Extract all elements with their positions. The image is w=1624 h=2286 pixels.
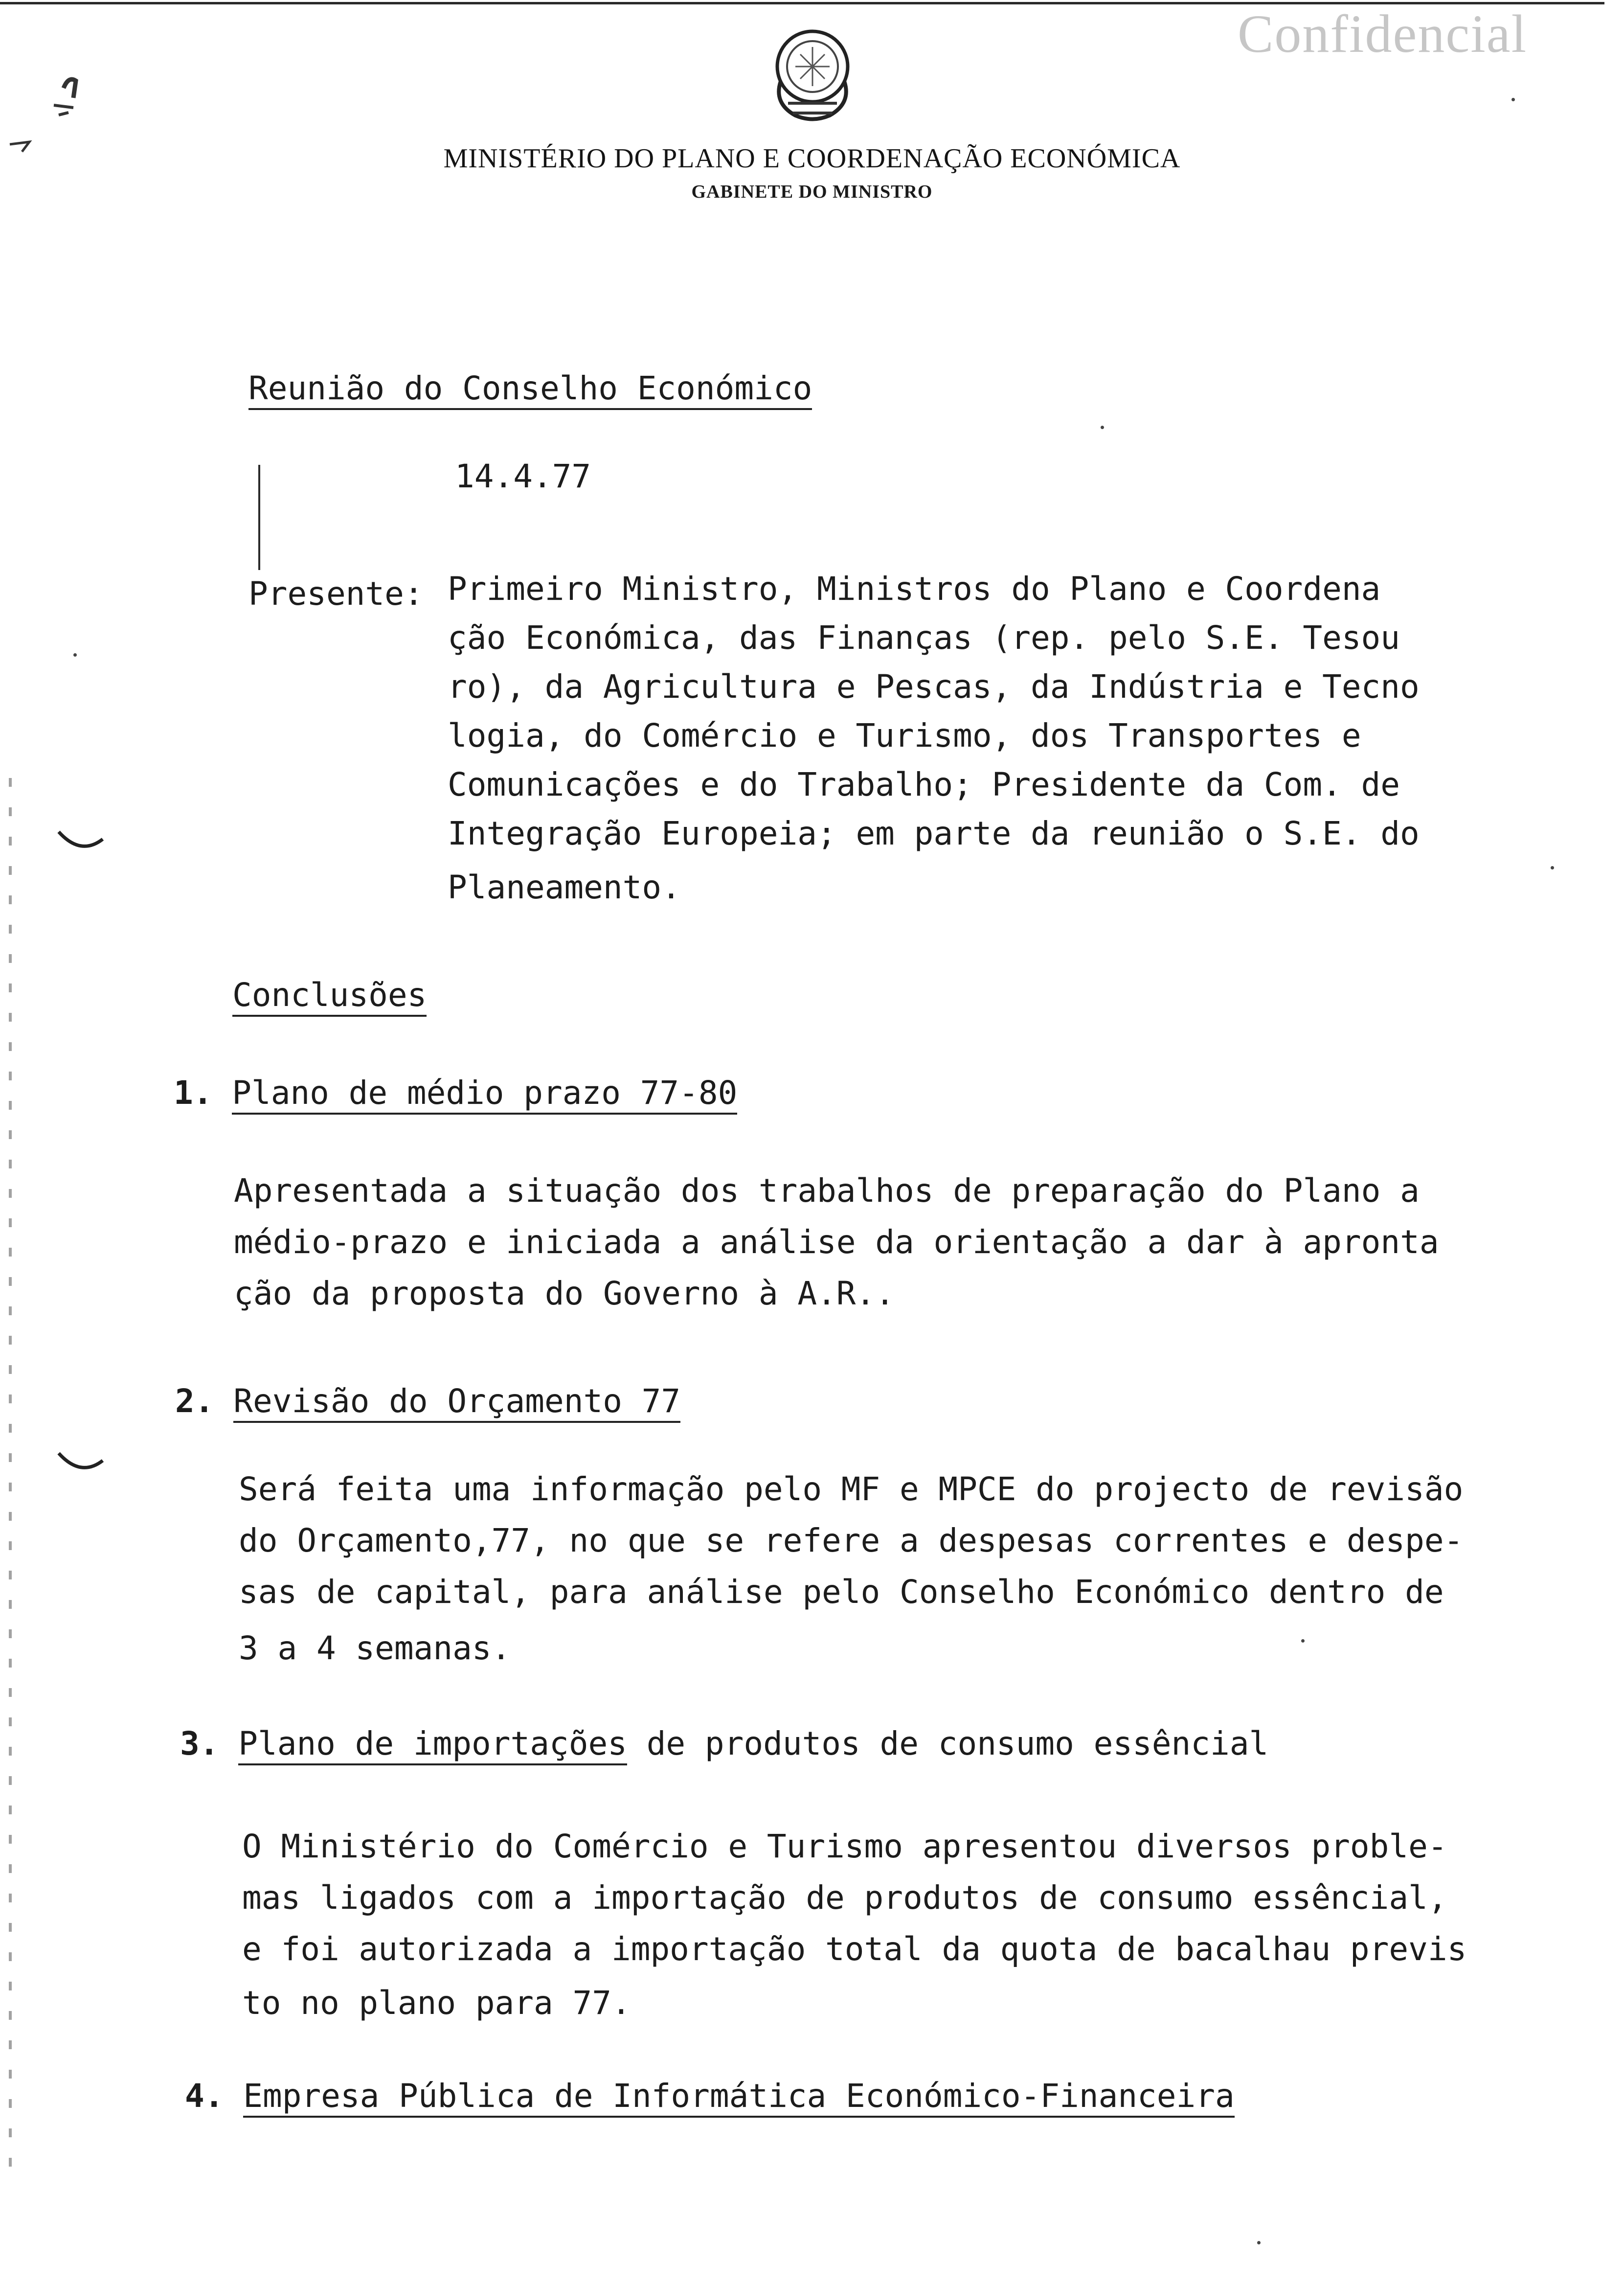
scan-speck bbox=[1551, 866, 1554, 869]
coat-of-arms-emblem bbox=[761, 18, 864, 130]
meeting-title-text: Reunião do Conselho Económico bbox=[248, 369, 812, 410]
conclusions-heading-text: Conclusões bbox=[232, 976, 427, 1017]
cabinet-subheading: GABINETE DO MINISTRO bbox=[691, 182, 933, 202]
item-number: 2. bbox=[175, 1382, 214, 1420]
conclusions-heading bbox=[232, 976, 427, 1014]
scan-speck bbox=[1257, 2241, 1261, 2244]
item-body-line: sas de capital, para análise pelo Conselho Económico dentro de bbox=[239, 1573, 1444, 1611]
ministry-heading: MINISTÉRIO DO PLANO E COORDENAÇÃO ECONÓMICA bbox=[443, 143, 1181, 174]
scan-speck bbox=[73, 653, 77, 657]
present-label: Presente: bbox=[248, 575, 424, 613]
present-line: ção Económica, das Finanças (rep. pelo S.E. Tesou bbox=[448, 619, 1400, 657]
item-body-line: 3 a 4 semanas. bbox=[239, 1629, 511, 1667]
item-body-line: ção da proposta do Governo à A.R.. bbox=[234, 1275, 895, 1312]
item-title-rest: de produtos de consumo essêncial bbox=[627, 1725, 1269, 1762]
present-line: Planeamento. bbox=[448, 869, 681, 906]
item-body-line: mas ligados com a importação de produtos de consumo essêncial, bbox=[242, 1879, 1447, 1917]
margin-scribble-mark bbox=[0, 29, 98, 137]
item-title-underlined: Plano de médio prazo 77-80 bbox=[232, 1074, 737, 1115]
scan-speck bbox=[1101, 426, 1104, 429]
item-body-line: e foi autorizada a importação total da quota de bacalhau previs bbox=[242, 1930, 1467, 1968]
conclusion-item-title bbox=[185, 2077, 1235, 2115]
present-line: Primeiro Ministro, Ministros do Plano e Coordena bbox=[448, 570, 1381, 608]
item-body-line: O Ministério do Comércio e Turismo apresentou diversos proble- bbox=[242, 1828, 1447, 1865]
item-body-line: to no plano para 77. bbox=[242, 1984, 631, 2022]
item-number: 4. bbox=[185, 2077, 224, 2115]
meeting-title bbox=[248, 369, 812, 407]
conclusion-item-title bbox=[175, 1382, 680, 1420]
item-body-line: médio-prazo e iniciada a análise da orientação a dar à apronta bbox=[234, 1223, 1439, 1261]
present-line: Comunicações e do Trabalho; Presidente da Com. de bbox=[448, 766, 1400, 803]
binder-hole-mark bbox=[54, 1448, 108, 1483]
scan-speck bbox=[1301, 1639, 1305, 1643]
date-margin-bar bbox=[258, 465, 260, 570]
item-body-line: Apresentada a situação dos trabalhos de preparação do Plano a bbox=[234, 1172, 1420, 1210]
item-number: 1. bbox=[174, 1074, 213, 1112]
present-line: logia, do Comércio e Turismo, dos Transportes e bbox=[448, 717, 1361, 754]
conclusion-item-title bbox=[174, 1074, 737, 1112]
binder-hole-mark bbox=[54, 827, 108, 861]
confidential-stamp: Confidencial bbox=[1238, 4, 1528, 64]
item-title-underlined: Empresa Pública de Informática Económico-Financeira bbox=[243, 2077, 1235, 2118]
item-title-underlined: Revisão do Orçamento 77 bbox=[233, 1382, 680, 1423]
present-line: ro), da Agricultura e Pescas, da Indústria e Tecno bbox=[448, 668, 1420, 706]
item-number: 3. bbox=[180, 1725, 219, 1762]
item-body-line: Será feita uma informação pelo MF e MPCE do projecto de revisão bbox=[239, 1470, 1464, 1508]
scan-speck bbox=[1511, 98, 1515, 101]
conclusion-item-title bbox=[180, 1725, 1268, 1762]
meeting-date: 14.4.77 bbox=[455, 457, 591, 495]
item-title-underlined: Plano de importações bbox=[238, 1725, 627, 1765]
present-line: Integração Europeia; em parte da reunião o S.E. do bbox=[448, 815, 1420, 852]
item-body-line: do Orçamento,77, no que se refere a despesas correntes e despe- bbox=[239, 1522, 1464, 1559]
left-margin-perforation bbox=[9, 778, 12, 2172]
